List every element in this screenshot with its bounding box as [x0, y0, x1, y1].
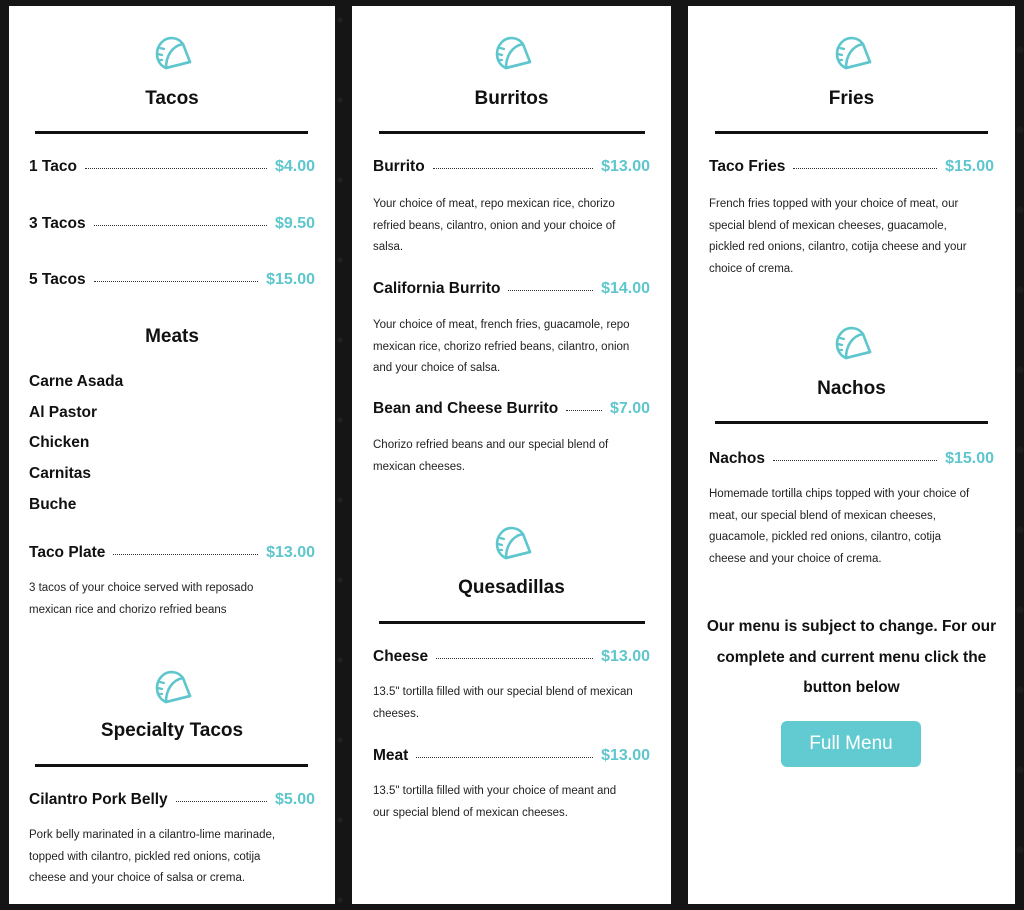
item-price: $15.00 — [945, 450, 994, 467]
notice-line: button below — [803, 679, 900, 696]
item-description — [709, 484, 1005, 570]
taco-icon — [688, 324, 1015, 364]
desc-line: pickled red onions, cilantro, cotija cheese and your — [709, 241, 967, 253]
item-price: $13.00 — [601, 747, 650, 764]
section-divider — [715, 421, 988, 424]
desc-line: cheese and your choice of salsa or crema. — [29, 872, 246, 884]
item-description — [709, 194, 1005, 280]
item-description — [373, 315, 667, 380]
item-name: Burrito — [373, 158, 425, 175]
meat-option: Chicken — [29, 434, 90, 451]
desc-line: our special blend of mexican cheeses. — [373, 806, 568, 819]
item-description — [373, 682, 667, 725]
menu-item-3-tacos — [29, 215, 315, 233]
desc-line: 3 tacos of your choice served with reposado — [29, 582, 254, 594]
desc-line: French fries topped with your choice of meat, our — [709, 198, 959, 210]
dot-leader — [566, 410, 602, 411]
menu-column-tacos — [9, 6, 335, 904]
item-description — [373, 435, 663, 478]
menu-item-taco-fries — [709, 158, 994, 176]
dot-leader — [793, 168, 937, 169]
item-name: Cheese — [373, 648, 429, 665]
item-price: $13.00 — [601, 158, 650, 175]
section-title-nachos: Nachos — [817, 378, 886, 399]
item-name: Cilantro Pork Belly — [29, 791, 168, 808]
item-price: $14.00 — [601, 280, 650, 297]
menu-item-nachos — [709, 450, 994, 468]
menu-column-burritos — [352, 6, 671, 904]
desc-line: Your choice of meat, repo mexican rice, chorizo — [373, 198, 615, 210]
dot-leader — [773, 460, 937, 461]
section-divider — [35, 131, 308, 134]
desc-line: mexican cheeses. — [373, 460, 466, 473]
item-name: 1 Taco — [29, 158, 77, 175]
item-description — [373, 781, 663, 824]
menu-item-taco-plate — [29, 544, 315, 562]
desc-line: salsa. — [373, 241, 404, 253]
item-name: Taco Fries — [709, 158, 786, 175]
dot-leader — [508, 290, 593, 291]
taco-icon — [688, 34, 1015, 74]
desc-line: mexican rice, chorizo refried beans, cilantro, onion — [373, 340, 630, 353]
desc-line: guacamole, pickled red onions, cilantro, cotija — [709, 531, 942, 543]
taco-icon — [9, 34, 335, 74]
full-menu-button[interactable]: Full Menu — [781, 721, 921, 767]
section-title-fries: Fries — [828, 88, 875, 109]
menu-item-california-burrito — [373, 280, 650, 298]
desc-line: Your choice of meat, french fries, guacamole, repo — [373, 319, 630, 331]
item-price: $7.00 — [609, 400, 650, 417]
desc-line: special blend of mexican cheeses, guacamole, — [709, 219, 947, 232]
section-title-quesadillas: Quesadillas — [458, 577, 565, 598]
menu-item-burrito — [373, 158, 650, 176]
desc-line: 13.5" tortilla filled with your choice of meant and — [373, 785, 617, 797]
desc-line: refried beans, cilantro, onion and your choice of — [373, 219, 616, 232]
item-name: Bean and Cheese Burrito — [373, 400, 559, 417]
desc-line: Chorizo refried beans and our special blend of — [373, 439, 609, 451]
dot-leader — [113, 554, 258, 555]
item-price: $4.00 — [274, 158, 315, 175]
item-price: $15.00 — [266, 271, 315, 288]
section-title-burritos: Burritos — [474, 88, 549, 109]
menu-item-5-tacos — [29, 271, 315, 289]
desc-line: Homemade tortilla chips topped with your choice of — [709, 488, 970, 500]
desc-line: mexican rice and chorizo refried beans — [29, 603, 227, 616]
taco-icon — [352, 34, 671, 74]
desc-line: topped with cilantro, pickled red onions, cotija — [29, 850, 261, 863]
dot-leader — [433, 168, 593, 169]
meat-option: Al Pastor — [29, 404, 98, 421]
taco-icon — [352, 524, 671, 564]
item-price: $13.00 — [266, 544, 315, 561]
dot-leader — [85, 168, 267, 169]
menu-column-fries-nachos — [688, 6, 1015, 904]
desc-line: cheeses. — [373, 707, 420, 720]
meat-option: Carnitas — [29, 465, 92, 482]
section-divider — [35, 764, 308, 767]
item-name: California Burrito — [373, 280, 501, 297]
dot-leader — [176, 801, 267, 802]
item-price: $9.50 — [274, 215, 315, 232]
item-price: $15.00 — [945, 158, 994, 175]
menu-change-notice — [698, 612, 1005, 704]
item-name: Taco Plate — [29, 544, 106, 561]
section-divider — [715, 131, 988, 134]
desc-line: cheese and your choice of crema. — [709, 552, 882, 565]
section-divider — [379, 621, 645, 624]
menu-item-cheese-quesadilla — [373, 648, 650, 666]
item-description — [29, 578, 319, 621]
dot-leader — [416, 757, 593, 758]
item-name: Meat — [373, 747, 409, 764]
item-price: $5.00 — [274, 791, 315, 808]
item-name: Nachos — [709, 450, 765, 467]
taco-icon — [9, 668, 335, 708]
menu-item-cilantro-pork-belly — [29, 791, 315, 809]
item-name: 5 Tacos — [29, 271, 86, 288]
item-name: 3 Tacos — [29, 215, 86, 232]
menu-item-bean-and-cheese-burrito — [373, 400, 650, 418]
desc-line: 13.5" tortilla filled with our special blend of mexican — [373, 686, 633, 698]
meat-option: Buche — [29, 496, 77, 513]
item-price: $13.00 — [601, 648, 650, 665]
menu-item-1-taco — [29, 158, 315, 176]
dot-leader — [94, 281, 258, 282]
section-title-tacos: Tacos — [145, 88, 199, 109]
desc-line: and your choice of salsa. — [373, 362, 501, 374]
section-title-specialty-tacos: Specialty Tacos — [100, 720, 244, 741]
notice-line: Our menu is subject to change. For our — [706, 618, 997, 635]
menu-item-meat-quesadilla — [373, 747, 650, 765]
desc-line: meat, our special blend of mexican cheeses, — [709, 509, 936, 522]
desc-line: choice of crema. — [709, 262, 794, 275]
meat-option: Carne Asada — [29, 373, 124, 390]
dot-leader — [94, 225, 267, 226]
item-description — [29, 825, 325, 890]
item-description — [373, 194, 663, 259]
section-title-meats: Meats — [145, 326, 199, 347]
notice-line: complete and current menu click the — [716, 648, 987, 666]
dot-leader — [436, 658, 593, 659]
desc-line: Pork belly marinated in a cilantro-lime marinade, — [29, 829, 276, 841]
section-divider — [379, 131, 645, 134]
